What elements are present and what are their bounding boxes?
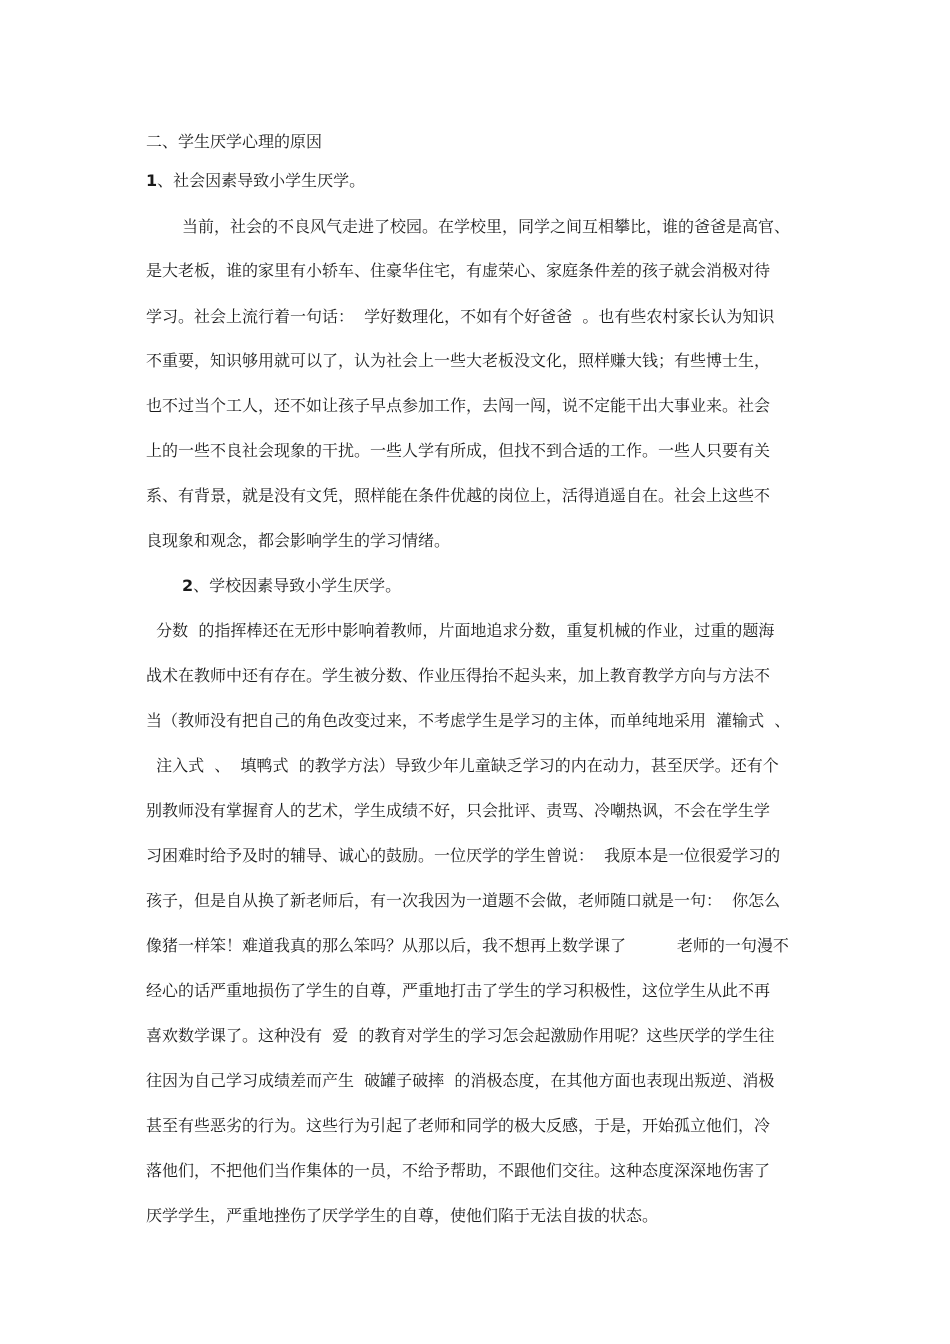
paragraph-line: 厌学学生，严重地挫伤了厌学学生的自尊，使他们陷于无法自拔的状态。 — [146, 1206, 659, 1225]
paragraph-line: 注入式 、 填鸭式 的教学方法）导致少年儿童缺乏学习的内在动力，甚至厌学。还有个 — [146, 756, 779, 775]
subheading-number: 1 — [146, 171, 158, 190]
subheading-school-factors — [182, 571, 950, 601]
paragraph-line: 习困难时给予及时的辅导、诚心的鼓励。一位厌学的学生曾说： 我原本是一位很爱学习的 — [146, 846, 781, 865]
paragraph-line: 甚至有些恶劣的行为。这些行为引起了老师和同学的极大反感，于是，开始孤立他们，冷 — [146, 1116, 771, 1135]
subheading-number: 2 — [182, 576, 194, 595]
paragraph-line: 战术在教师中还有存在。学生被分数、作业压得抬不起头来，加上教育教学方向与方法不 — [146, 666, 771, 685]
paragraph-line: 当（教师没有把自己的角色改变过来，不考虑学生是学习的主体，而单纯地采用 灌输式 、 — [146, 711, 791, 730]
paragraph-line: 像猪一样笨！难道我真的那么笨吗？从那以后，我不想再上数学课了 老师的一句漫不 — [146, 936, 789, 955]
paragraph-line: 经心的话严重地损伤了学生的自尊，严重地打击了学生的学习积极性，这位学生从此不再 — [146, 981, 771, 1000]
paragraph-line: 往因为自己学习成绩差而产生 破罐子破摔 的消极态度，在其他方面也表现出叛逆、消极 — [146, 1071, 775, 1090]
paragraph-line: 是大老板，谁的家里有小轿车、住豪华住宅，有虚荣心、家庭条件差的孩子就会消极对待 — [146, 261, 771, 280]
paragraph-line: 别教师没有掌握育人的艺术，学生成绩不好，只会批评、责骂、冷嘲热讽，不会在学生学 — [146, 801, 771, 820]
paragraph-line: 也不过当个工人，还不如让孩子早点参加工作，去闯一闯，说不定能干出大事业来。社会 — [146, 396, 771, 415]
paragraph-line: 上的一些不良社会现象的干扰。一些人学有所成，但找不到合适的工作。一些人只要有关 — [146, 441, 771, 460]
paragraph-line: 良现象和观念，都会影响学生的学习情绪。 — [146, 531, 451, 550]
subheading-title: 、学校因素导致小学生厌学。 — [193, 576, 402, 595]
paragraph-line: 分数 的指挥棒还在无形中影响着教师，片面地追求分数，重复机械的作业，过重的题海 — [146, 621, 775, 640]
paragraph-line: 不重要，知识够用就可以了，认为社会上一些大老板没文化，照样赚大钱；有些博士生， — [146, 351, 771, 370]
subheading-title: 、社会因素导致小学生厌学。 — [157, 171, 366, 190]
paragraph-line: 喜欢数学课了。这种没有 爱 的教育对学生的学习怎会起激励作用呢？这些厌学的学生往 — [146, 1026, 775, 1045]
paragraph-line: 当前，社会的不良风气走进了校园。在学校里，同学之间互相攀比，谁的爸爸是高官、 — [182, 217, 791, 236]
paragraph-line: 孩子，但是自从换了新老师后，有一次我因为一道题不会做，老师随口就是一句： 你怎么 — [146, 891, 781, 910]
paragraph-line: 学习。社会上流行着一句话： 学好数理化，不如有个好爸爸 。也有些农村家长认为知识 — [146, 307, 775, 326]
section-heading: 二、学生厌学心理的原因 — [146, 132, 323, 151]
paragraph-line: 落他们，不把他们当作集体的一员，不给予帮助，不跟他们交往。这种态度深深地伤害了 — [146, 1161, 771, 1180]
subheading-social-factors — [146, 166, 950, 196]
paragraph-line: 系、有背景，就是没有文凭，照样能在条件优越的岗位上，活得逍遥自在。社会上这些不 — [146, 486, 771, 505]
